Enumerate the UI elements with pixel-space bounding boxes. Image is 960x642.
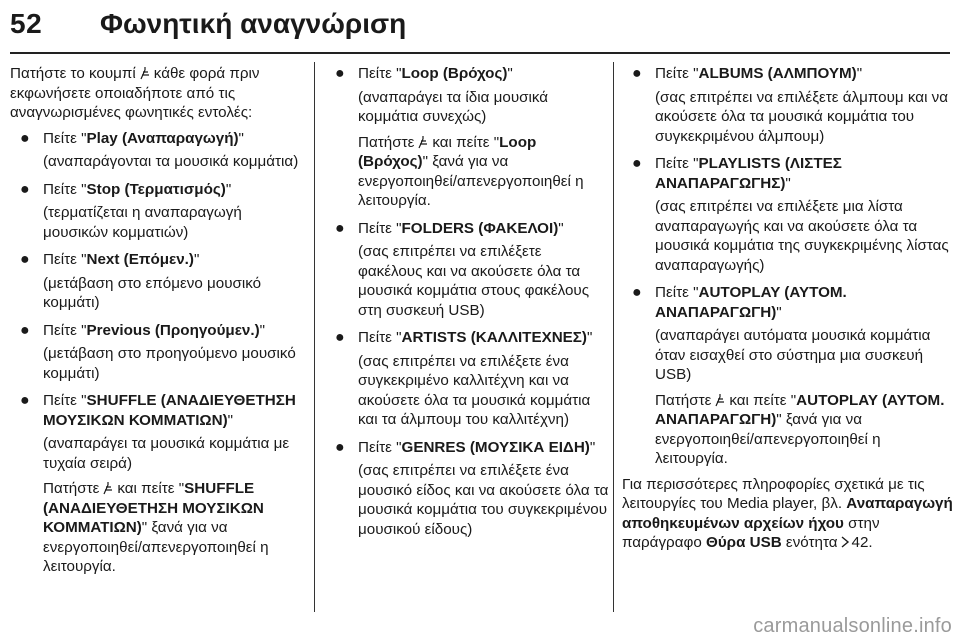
command-description: (τερματίζεται η αναπαραγωγή μουσικών κομματιών) bbox=[43, 204, 242, 241]
footer-paragraph: Για περισσότερες πληροφορίες σχετικά με τις λειτουργίες του Media player, βλ. Αναπαραγωγή αποθηκευμένων αρχείων ήχου στην παράγραφο Θύρα USB ενότητα 42. bbox=[622, 475, 953, 551]
list-item bbox=[622, 154, 954, 275]
bullet-icon: ● bbox=[20, 251, 30, 268]
intro-text: Πατήστε το κουμπί bbox=[10, 65, 136, 82]
intro-text: κάθε φορά πριν εκφωνήσετε οποιαδήποτε από τις αναγνωρισμένες φωνητικές εντολές: bbox=[10, 65, 260, 121]
column-2 bbox=[325, 64, 610, 547]
voice-button-icon bbox=[714, 393, 726, 407]
command-description: (αναπαράγονται τα μουσικά κομμάτια) bbox=[43, 153, 299, 170]
bullet-icon: ● bbox=[20, 321, 30, 339]
command-line: Πείτε "SHUFFLE (ΑΝΑΔΙΕΥΘΕΤΗΣΗ ΜΟΥΣΙΚΩΝ ΚΟΜΜΑΤΙΩΝ)" bbox=[43, 392, 296, 429]
command-description: (σας επιτρέπει να επιλέξετε ένα συγκεκριμένο καλλιτέχνη και να ακούσετε όλα τα μουσικά κομμάτια και τα άλμπουμ του καλλιτέχνη) bbox=[358, 352, 591, 428]
command-name: GENRES (ΜΟΥΣΙΚΑ ΕΙΔΗ) bbox=[401, 438, 590, 456]
command-name: Stop (Τερματισμός) bbox=[86, 180, 226, 198]
command-name: Play (Αναπαραγωγή) bbox=[86, 129, 239, 147]
command-name: Loop (Βρόχος) bbox=[401, 65, 508, 82]
command-name: AUTOPLAY (ΑΥΤΟΜ. ΑΝΑΠΑΡΑΓΩΓΗ) bbox=[655, 284, 847, 321]
command-line: Πείτε "Loop (Βρόχος)" bbox=[358, 65, 513, 82]
command-line: Πείτε "PLAYLISTS (ΛΙΣΤΕΣ ΑΝΑΠΑΡΑΓΩΓΗΣ)" bbox=[655, 155, 842, 192]
voice-button-icon bbox=[139, 66, 151, 80]
command-name: ALBUMS (ΑΛΜΠΟΥΜ) bbox=[698, 65, 857, 82]
list-item bbox=[622, 283, 954, 469]
command-description: (μετάβαση στο επόμενο μουσικό κομμάτι) bbox=[43, 274, 262, 311]
command-list bbox=[325, 64, 610, 539]
bullet-icon: ● bbox=[632, 284, 642, 301]
bullet-icon: ● bbox=[20, 129, 30, 147]
command-toggle-note: Πατήστε και πείτε "SHUFFLE (ΑΝΑΔΙΕΥΘΕΤΗΣΗ ΜΟΥΣΙΚΩΝ ΚΟΜΜΑΤΙΩΝ)" ξανά για να ενεργοποιηθεί/απενεργοποιηθεί η λειτουργία. bbox=[43, 480, 269, 575]
intro-paragraph bbox=[10, 64, 310, 123]
command-line: Πείτε "ARTISTS (ΚΑΛΛΙΤΕΧΝΕΣ)" bbox=[358, 329, 593, 346]
command-line: Πείτε "Previous (Προηγούμεν.)" bbox=[43, 321, 266, 339]
command-name: Loop (Βρόχος) bbox=[358, 133, 537, 170]
list-item bbox=[325, 64, 610, 211]
command-description: (σας επιτρέπει να επιλέξετε φακέλους και να ακούσετε όλα τα μουσικά κομμάτια στους φακέλους στη συσκευή USB) bbox=[358, 243, 590, 319]
voice-button-icon bbox=[102, 481, 114, 495]
command-toggle-note: Πατήστε και πείτε "AUTOPLAY (ΑΥΤΟΜ. ΑΝΑΠΑΡΑΓΩΓΗ)" ξανά για να ενεργοποιηθεί/απενεργοποιηθεί η λειτουργία. bbox=[655, 391, 945, 467]
bullet-icon: ● bbox=[335, 438, 345, 456]
command-list bbox=[10, 129, 310, 577]
bullet-icon: ● bbox=[632, 65, 642, 82]
command-description: (αναπαράγει τα μουσικά κομμάτια με τυχαία σειρά) bbox=[43, 435, 290, 472]
page-number: 52 bbox=[10, 8, 43, 39]
column-3 bbox=[622, 64, 954, 559]
command-line: Πείτε "Stop (Τερματισμός)" bbox=[43, 180, 232, 198]
command-description: (σας επιτρέπει να επιλέξετε άλμπουμ και να ακούσετε όλα τα μουσικά κομμάτια του συγκεκριμένου άλμπουμ) bbox=[655, 88, 949, 145]
command-name: FOLDERS (ΦΑΚΕΛΟΙ) bbox=[401, 219, 559, 237]
command-line: Πείτε "ALBUMS (ΑΛΜΠΟΥΜ)" bbox=[655, 65, 863, 82]
watermark: carmanualsonline.info bbox=[753, 615, 952, 637]
column-divider bbox=[314, 62, 315, 612]
bullet-icon: ● bbox=[632, 155, 642, 172]
command-description: (σας επιτρέπει να επιλέξετε μια λίστα αναπαραγωγής και να ακούσετε όλα τα μουσικά κομμάτια της συγκεκριμένης λίστας αναπαραγωγής) bbox=[655, 198, 949, 274]
list-item bbox=[325, 219, 610, 321]
command-name: AUTOPLAY (ΑΥΤΟΜ. ΑΝΑΠΑΡΑΓΩΓΗ) bbox=[655, 391, 945, 428]
header-rule bbox=[10, 52, 950, 54]
cross-reference-link[interactable]: Θύρα USB bbox=[706, 534, 782, 551]
command-name: PLAYLISTS (ΛΙΣΤΕΣ ΑΝΑΠΑΡΑΓΩΓΗΣ) bbox=[655, 155, 842, 192]
page-reference-icon bbox=[840, 536, 850, 548]
list-item bbox=[10, 250, 310, 313]
command-line: Πείτε "Next (Επόμεν.)" bbox=[43, 251, 200, 268]
list-item bbox=[325, 328, 610, 430]
command-line: Πείτε "FOLDERS (ΦΑΚΕΛΟΙ)" bbox=[358, 219, 564, 237]
voice-button-icon bbox=[417, 135, 429, 149]
command-name: SHUFFLE (ΑΝΑΔΙΕΥΘΕΤΗΣΗ ΜΟΥΣΙΚΩΝ ΚΟΜΜΑΤΙΩΝ) bbox=[43, 480, 264, 536]
bullet-icon: ● bbox=[20, 180, 30, 198]
page-title: Φωνητική αναγνώριση bbox=[100, 8, 407, 39]
command-description: (μετάβαση στο προηγούμενο μουσικό κομμάτι) bbox=[43, 345, 296, 382]
bullet-icon: ● bbox=[335, 329, 345, 346]
list-item bbox=[10, 180, 310, 243]
command-toggle-note: Πατήστε και πείτε "Loop (Βρόχος)" ξανά για να ενεργοποιηθεί/απενεργοποιηθεί η λειτουργία. bbox=[358, 133, 584, 209]
command-description: (σας επιτρέπει να επιλέξετε ένα μουσικό είδος και να ακούσετε όλα τα μουσικά κομμάτια του συγκεκριμένου μουσικού είδους) bbox=[358, 462, 609, 538]
command-name: ARTISTS (ΚΑΛΛΙΤΕΧΝΕΣ) bbox=[401, 329, 587, 346]
list-item bbox=[10, 391, 310, 577]
list-item bbox=[10, 129, 310, 172]
page-reference[interactable]: 42. bbox=[851, 534, 873, 551]
command-name: Next (Επόμεν.) bbox=[86, 251, 194, 268]
command-line: Πείτε "Play (Αναπαραγωγή)" bbox=[43, 129, 244, 147]
cross-reference-link[interactable]: Αναπαραγωγή αποθηκευμένων αρχείων ήχου bbox=[622, 495, 953, 532]
command-description: (αναπαράγει τα ίδια μουσικά κομμάτια συνεχώς) bbox=[358, 88, 549, 125]
command-line: Πείτε "GENRES (ΜΟΥΣΙΚΑ ΕΙΔΗ)" bbox=[358, 438, 596, 456]
bullet-icon: ● bbox=[335, 65, 345, 82]
command-list bbox=[622, 64, 954, 469]
list-item bbox=[325, 438, 610, 540]
command-line: Πείτε "AUTOPLAY (ΑΥΤΟΜ. ΑΝΑΠΑΡΑΓΩΓΗ)" bbox=[655, 284, 847, 321]
command-name: SHUFFLE (ΑΝΑΔΙΕΥΘΕΤΗΣΗ ΜΟΥΣΙΚΩΝ ΚΟΜΜΑΤΙΩΝ) bbox=[43, 392, 296, 429]
command-name: Previous (Προηγούμεν.) bbox=[86, 321, 260, 339]
column-1 bbox=[10, 64, 310, 585]
command-description: (αναπαράγει αυτόματα μουσικά κομμάτια όταν εισαχθεί στο σύστημα μια συσκευή USB) bbox=[655, 327, 931, 383]
bullet-icon: ● bbox=[335, 219, 345, 237]
list-item bbox=[10, 321, 310, 384]
bullet-icon: ● bbox=[20, 392, 30, 409]
page-header bbox=[0, 0, 960, 62]
column-divider bbox=[613, 62, 614, 612]
list-item bbox=[622, 64, 954, 146]
